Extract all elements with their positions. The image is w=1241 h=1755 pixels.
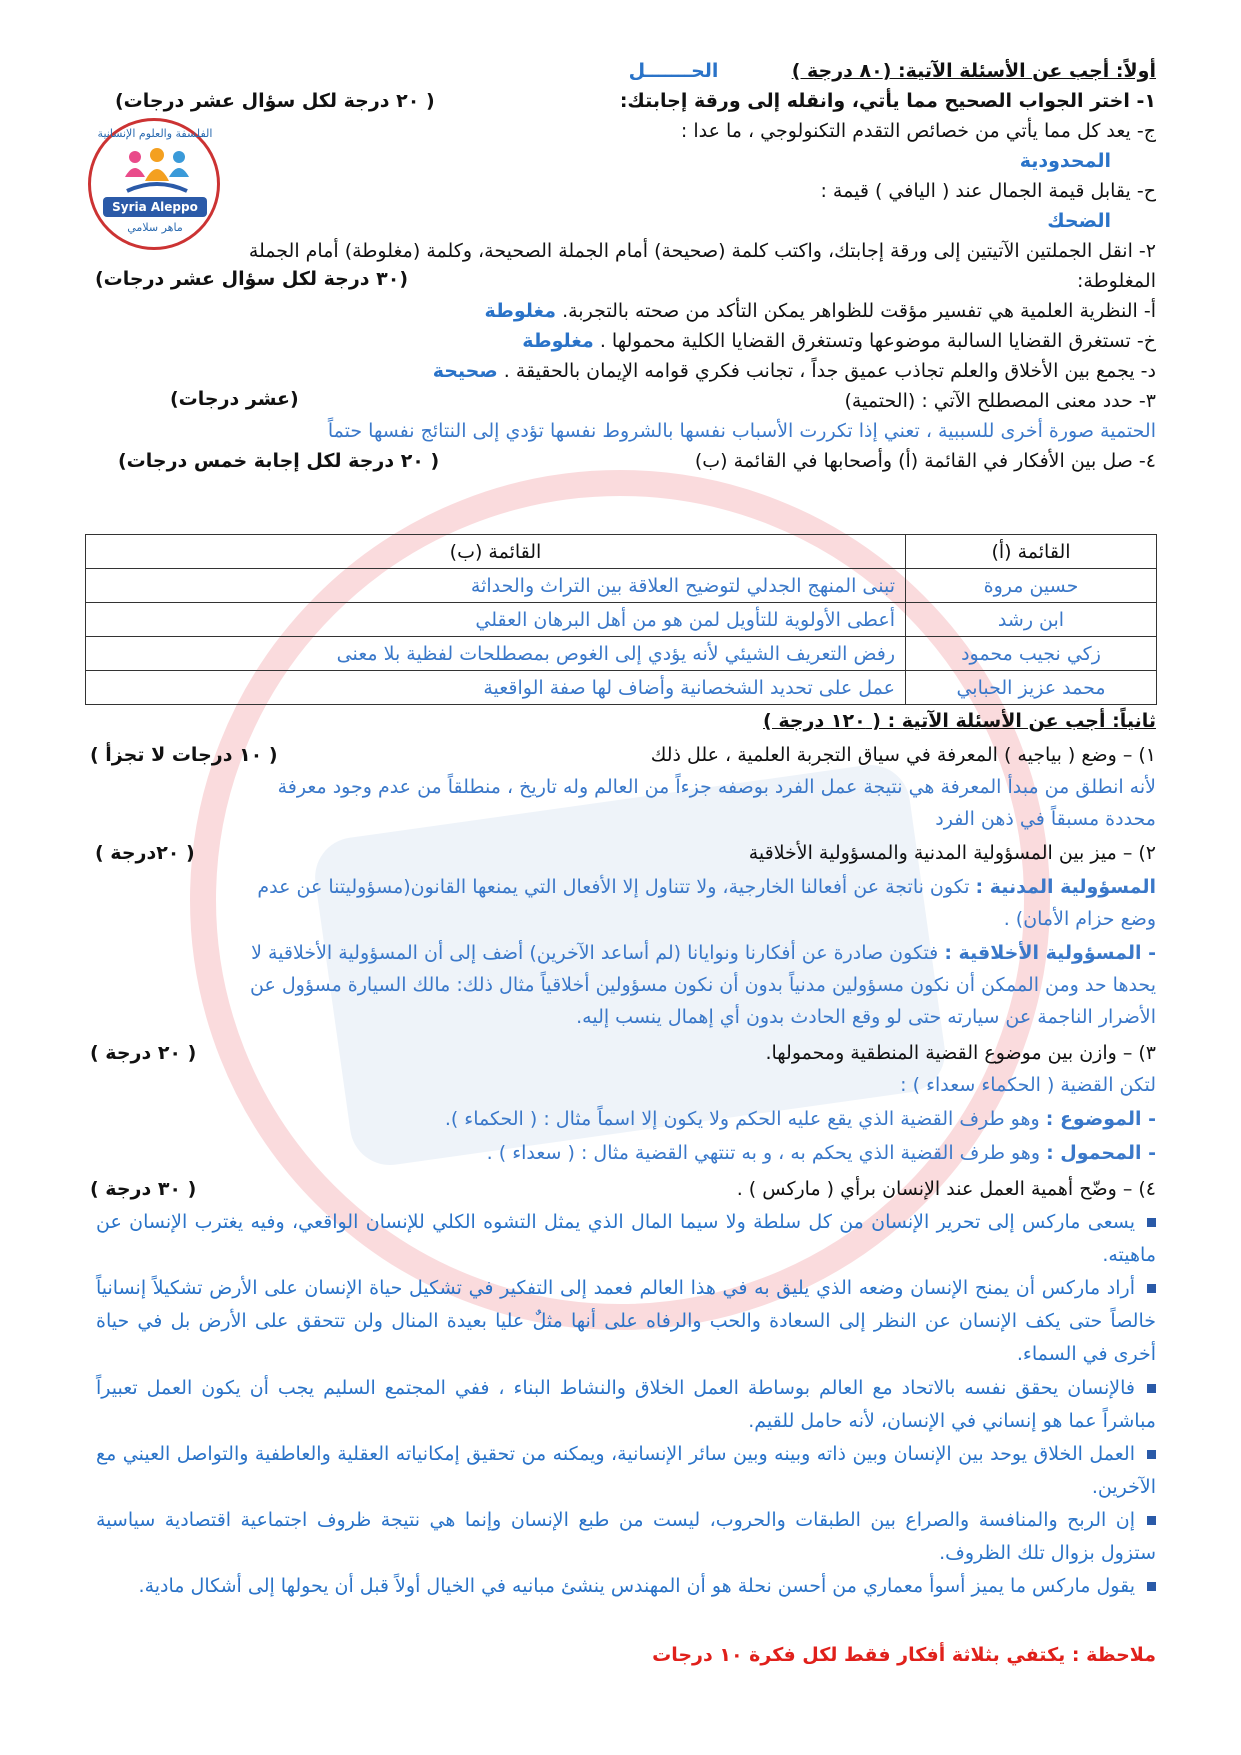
bullet-square-icon xyxy=(1147,1284,1156,1293)
q2-marks: (٣٠ درجة لكل سؤال عشر درجات) xyxy=(95,268,409,290)
q1-b-question: ح- يقابل قيمة الجمال عند ( اليافي ) قيمة : xyxy=(820,180,1156,202)
q4-title: ٤- صل بين الأفكار في القائمة (أ) وأصحابها في القائمة (ب) xyxy=(694,450,1156,472)
cell-b: رفض التعريف الشيئي لأنه يؤدي إلى الغوص بمصطلحات لفظية بلا معنى xyxy=(86,637,906,671)
q2-item xyxy=(85,326,1156,356)
p2-q4-marks: ( ٣٠ درجة ) xyxy=(90,1178,197,1200)
moral-text: فتكون صادرة عن أفكارنا ونوايانا (لم أساعد الآخرين) أضف إلى أن المسؤولية الأخلاقية لا xyxy=(251,942,939,964)
p2-q3-subject xyxy=(85,1104,1156,1134)
p2-q4-title: ٤) – وضّح أهمية العمل عند الإنسان برأي ( ماركس ) . xyxy=(736,1178,1156,1200)
cell-a: محمد عزيز الحبابي xyxy=(906,671,1157,705)
table-row xyxy=(86,671,1157,705)
p2-q2-marks: ( ٢٠درجة ) xyxy=(95,842,195,864)
q1-a-answer: المحدودية xyxy=(1019,150,1111,172)
civil-label: المسؤولية المدنية : xyxy=(975,876,1156,898)
list-item xyxy=(96,1438,1156,1504)
q2-item-answer: مغلوطة xyxy=(522,330,594,352)
cell-a: حسين مروة xyxy=(906,569,1157,603)
bullet-text: العمل الخلاق يوحد بين الإنسان وبين ذاته وبينه وبين سائر الإنسانية، ويمكنه من تحقيق إمكانياته العقلية والعاطفية والتواصل العيني مع الآخرين. xyxy=(96,1443,1156,1498)
q2-item-text: د- يجمع بين الأخلاق والعلم تجاذب عميق جداً ، تجانب فكري قوامه الإيمان بالحقيقة . xyxy=(503,360,1156,382)
q1-a-question: ج- يعد كل مما يأتي من خصائص التقدم التكنولوجي ، ما عدا : xyxy=(680,120,1156,142)
p2-q1-answer-line2: محددة مسبقاً في ذهن الفرد xyxy=(935,808,1156,830)
part1-header xyxy=(85,56,1156,86)
p2-q1-title: ١) – وضع ( بياجيه ) المعرفة في سياق التجربة العلمية ، علل ذلك xyxy=(650,744,1156,766)
p2-q1-marks: ( ١٠ درجات لا تجزأ ) xyxy=(90,744,278,766)
p2-q2-moral xyxy=(85,938,1156,968)
bullet-square-icon xyxy=(1147,1218,1156,1227)
cell-b: تبنى المنهج الجدلي لتوضيح العلاقة بين التراث والحداثة xyxy=(86,569,906,603)
q2-item-text: أ- النظرية العلمية هي تفسير مؤقت للظواهر يمكن التأكد من صحته بالتجربة. xyxy=(562,300,1156,322)
note: ملاحظة : يكتفي بثلاثة أفكار فقط لكل فكرة ١٠ درجات xyxy=(652,1644,1156,1666)
bullet-text: يسعى ماركس إلى تحرير الإنسان من كل سلطة ولا سيما المال الذي يمثل التشوه الكلي للإنسان الواقعي، وفيه يغترب الإنسان عن ماهيته. xyxy=(96,1211,1156,1266)
p2-q2-moral-line3: الأضرار الناجمة عن سيارته حتى لو وقع الحادث بدون أي إهمال ينسب إليه. xyxy=(576,1006,1156,1028)
table-row xyxy=(86,603,1157,637)
logo-signature: ماهر سلامي xyxy=(127,221,183,234)
table-header-row xyxy=(86,535,1157,569)
p2-q3-intro: لتكن القضية ( الحكماء سعداء ) : xyxy=(900,1074,1156,1096)
cell-b: عمل على تحديد الشخصانية وأضاف لها صفة الواقعية xyxy=(86,671,906,705)
q1-marks: ( ٢٠ درجة لكل سؤال عشر درجات) xyxy=(115,90,435,112)
cell-a: زكي نجيب محمود xyxy=(906,637,1157,671)
civil-text: تكون ناتجة عن أفعالنا الخارجية، ولا تتناول إلا الأفعال التي يمنعها القانون(مسؤوليتنا عن عدم xyxy=(257,876,970,898)
logo-band: Syria Aleppo xyxy=(103,197,207,217)
bullet-text: يقول ماركس ما يميز أسوأ معماري من أحسن نحلة هو أن المهندس ينشئ مبانيه في الخيال أولاً قبل أن يحولها إلى أشكال مادية. xyxy=(138,1575,1135,1597)
p2-q3-title: ٣) – وازن بين موضوع القضية المنطقية ومحمولها. xyxy=(765,1042,1156,1064)
cell-b: أعطى الأولوية للتأويل لمن هو من أهل البرهان العقلي xyxy=(86,603,906,637)
subject-text: وهو طرف القضية الذي يقع عليه الحكم ولا يكون إلا اسماً مثال : ( الحكماء ). xyxy=(444,1108,1040,1130)
q3-title: ٣- حدد معنى المصطلح الآتي : (الحتمية) xyxy=(844,390,1156,412)
header-list-b: القائمة (ب) xyxy=(86,535,906,569)
p2-q3-marks: ( ٢٠ درجة ) xyxy=(90,1042,197,1064)
bullet-text: فالإنسان يحقق نفسه بالاتحاد مع العالم بوساطة العمل الخلاق والنشاط البناء ، ففي المجتمع السليم يجب أن يكون العمل تعبيراً مباشراً عما هو إنساني في الإنسان، لأنه حامل للقيم. xyxy=(96,1377,1156,1432)
p2-q2-civil-line2: وضع حزام الأمان) . xyxy=(1003,908,1156,930)
p2-q3-predicate xyxy=(85,1138,1156,1168)
list-item xyxy=(96,1570,1156,1603)
p2-q1-answer-line1: لأنه انطلق من مبدأ المعرفة هي نتيجة عمل الفرد بوصفه جزءاً من العالم وله تاريخ ، منطلقاً من عدم وجود معرفة xyxy=(277,776,1156,798)
list-item xyxy=(96,1372,1156,1438)
subject-label: - الموضوع : xyxy=(1045,1108,1156,1130)
q2-item-answer: مغلوطة xyxy=(484,300,557,322)
q3-marks: (عشر درجات) xyxy=(170,388,299,410)
list-item xyxy=(96,1206,1156,1272)
q2-item xyxy=(85,296,1156,326)
cell-a: ابن رشد xyxy=(906,603,1157,637)
q1-b-answer: الضحك xyxy=(1047,210,1111,232)
predicate-text: وهو طرف القضية الذي يحكم به ، و به تنتهي القضية مثال : ( سعداء ) . xyxy=(486,1142,1041,1164)
q4-marks: ( ٢٠ درجة لكل إجابة خمس درجات) xyxy=(118,450,440,472)
q3-answer: الحتمية صورة أخرى للسببية ، تعني إذا تكررت الأسباب نفسها بالشروط نفسها تؤدي إلى النتائج نفسها حتماً xyxy=(327,420,1156,442)
bullet-text: إن الربح والمنافسة والصراع بين الطبقات والحروب، ليست من طبع الإنسان وإنما هي نتيجة ظروف اجتماعية اقتصادية سياسية ستزول بزوال تلك الظروف. xyxy=(96,1509,1156,1564)
matching-table xyxy=(85,534,1157,705)
bullet-square-icon xyxy=(1147,1384,1156,1393)
p2-q2-moral-line2: يحدها حد ومن الممكن أن نكون مسؤولين مدنياً بدون أن نكون مسؤولين أخلاقياً مثال ذلك: مالك السيارة مسؤول عن xyxy=(250,974,1156,996)
q2-item-answer: صحيحة xyxy=(432,360,498,382)
part2-title: ثانياً: أجب عن الأسئلة الآتية : ( ١٢٠ درجة ) xyxy=(763,710,1156,732)
bullet-text: أراد ماركس أن يمنح الإنسان وضعه الذي يليق به في هذا العالم فعمد إلى التفكير في تشكيل حياة الإنسان على الأرض تشكيلاً إنسانياً خالصاً حتى يكف الإنسان عن النظر إلى السعادة والحب والرفاه على أنها مثلٌ عليا بعيدة المنال ولن تتحقق على الأرض بل في حياة أخرى في السماء. xyxy=(96,1277,1156,1365)
q2-item xyxy=(85,356,1156,386)
table-row xyxy=(86,569,1157,603)
solution-label: الحـــــــل xyxy=(628,60,719,82)
q2-item-text: خ- تستغرق القضايا السالبة موضوعها وتستغرق القضايا الكلية محمولها . xyxy=(599,330,1156,352)
moral-label: - المسؤولية الأخلاقية : xyxy=(944,942,1156,964)
part1-title: أولاً: أجب عن الأسئلة الآتية: (٨٠ درجة ) xyxy=(791,60,1156,82)
logo-ring-text: الفلسفة والعلوم الإنسانية xyxy=(97,127,213,140)
q2-title-line1: ٢- انقل الجملتين الآتيتين إلى ورقة إجابتك، واكتب كلمة (صحيحة) أمام الجملة الصحيحة، وكلمة (مغلوطة) أمام الجملة xyxy=(248,240,1156,262)
q2-title-line2: المغلوطة: xyxy=(1076,270,1156,292)
header-list-a: القائمة (أ) xyxy=(906,535,1157,569)
bullet-square-icon xyxy=(1147,1582,1156,1591)
bullet-square-icon xyxy=(1147,1450,1156,1459)
bullet-square-icon xyxy=(1147,1516,1156,1525)
list-item xyxy=(96,1504,1156,1570)
q1-title: ١- اختر الجواب الصحيح مما يأتي، وانقله إلى ورقة إجابتك: xyxy=(619,90,1156,112)
table-row xyxy=(86,637,1157,671)
p2-q2-title: ٢) – ميز بين المسؤولية المدنية والمسؤولية الأخلاقية xyxy=(748,842,1156,864)
list-item xyxy=(96,1272,1156,1371)
p2-q2-civil xyxy=(85,872,1156,902)
predicate-label: - المحمول : xyxy=(1046,1142,1156,1164)
